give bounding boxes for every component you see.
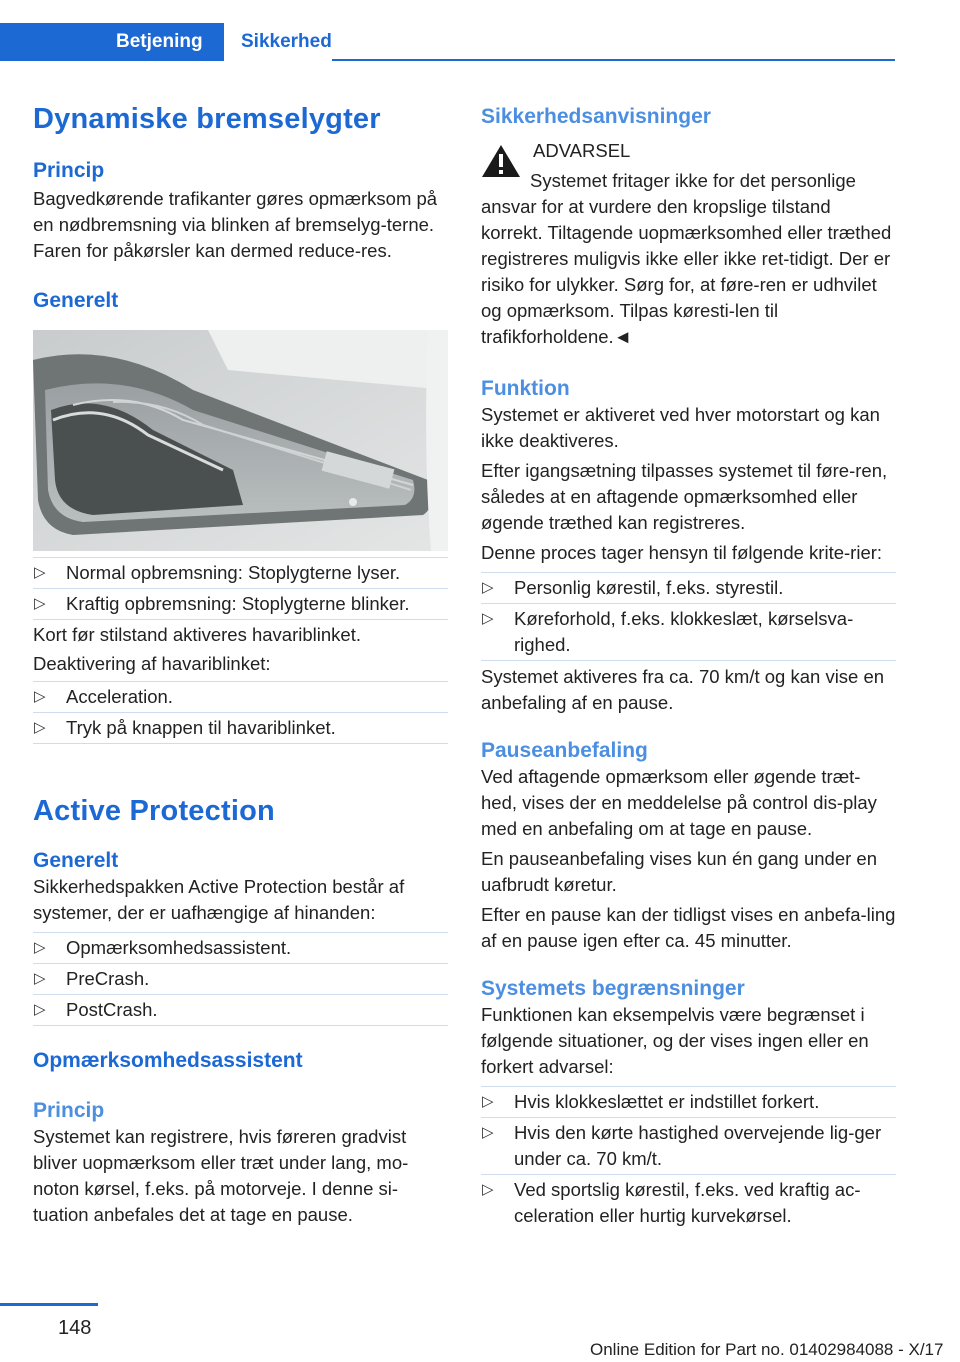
paragraph-deaktivering: Deaktivering af havariblinket: (33, 653, 271, 674)
braking-list (33, 557, 448, 620)
heading-opmaerksomhedsassistent: Opmærksomhedsassistent (33, 1049, 303, 1072)
heading-pauseanbefaling: Pauseanbefaling (481, 739, 648, 762)
heading-generelt: Generelt (33, 289, 119, 312)
heading-active-protection: Active Protection (33, 795, 275, 827)
warning-text (481, 168, 896, 350)
list-item: ▷ Hvis den kørte hastighed overvejende lig-ger under ca. 70 km/t. (481, 1117, 896, 1174)
heading-princip-2: Princip (33, 1099, 105, 1122)
list-item: ▷ Personlig kørestil, f.eks. styrestil. (481, 572, 896, 603)
list-item: ▷ PostCrash. (33, 994, 448, 1025)
paragraph-p3: Efter en pause kan der tidligst vises en anbefa-ling af en pause igen efter ca. 45 minutter. (481, 904, 896, 951)
list-item: ▷ Kraftig opbremsning: Stoplygterne blinker. (33, 588, 448, 619)
heading-funktion: Funktion (481, 377, 570, 400)
list-item: ▷ Normal opbremsning: Stoplygterne lyser. (33, 557, 448, 588)
paragraph-f3: Denne proces tager hensyn til følgende krite-rier: (481, 542, 883, 563)
systems-list (33, 932, 448, 1026)
paragraph-p1: Ved aftagende opmærksom eller øgende træt-hed, vises der en meddelelse på control dis-play med en anbefaling om at tage en pause. (481, 766, 877, 839)
tail-light-image (33, 330, 448, 551)
paragraph-sikkerhedspakken: Sikkerhedspakken Active Protection består af systemer, der er uafhængige af hinanden: (33, 876, 405, 923)
heading-dynamiske-bremselygter: Dynamiske bremselygter (33, 103, 381, 135)
heading-generelt-2: Generelt (33, 849, 119, 872)
list-item: ▷ PreCrash. (33, 963, 448, 994)
heading-systemets-begraensninger: Systemets begrænsninger (481, 977, 745, 1000)
list-item: ▷ Ved sportslig kørestil, f.eks. ved kraftig ac-celeration eller hurtig kurvekørsel. (481, 1174, 896, 1231)
paragraph-g1: Funktionen kan eksempelvis være begrænset i følgende situationer, og der vises ingen eller en forkert advarsel: (481, 1004, 869, 1077)
list-item: ▷ Opmærksomhedsassistent. (33, 932, 448, 963)
paragraph-p2: En pauseanbefaling vises kun én gang under en uafbrudt køretur. (481, 848, 877, 895)
heading-sikkerhedsanvisninger: Sikkerhedsanvisninger (481, 105, 711, 128)
warning-text-content: Systemet fritager ikke for det personlige ansvar for at vurdere den kropslige tilstand korrekt. Tiltagende uopmærksomhed eller træthed registreres muligvis ikke eller ikke ret-tidigt. Der er risiko for ulykker. Sørg for, at føre-ren er udhvilet og opmærksom. Tilpas køresti-len til trafikforholdene.◄ (481, 170, 892, 347)
chapter-tab-bar (0, 23, 895, 61)
paragraph-f2: Efter igangsætning tilpasses systemet til føre-ren, således at en aftagende opmærksomhed eller øgende træthed kan registreres. (481, 460, 888, 533)
heading-princip: Princip (33, 159, 105, 182)
tab-betjening[interactable]: Betjening (0, 23, 224, 61)
paragraph-kort: Kort før stilstand aktiveres havariblinket. (33, 624, 361, 645)
left-column (33, 92, 448, 1228)
paragraph-f4: Systemet aktiveres fra ca. 70 km/t og kan vise en anbefaling af en pause. (481, 666, 885, 713)
warning-block (481, 138, 896, 164)
list-item: ▷ Køreforhold, f.eks. klokkeslæt, kørselsva-righed. (481, 603, 896, 660)
paragraph-f1: Systemet er aktiveret ved hver motorstart og kan ikke deaktiveres. (481, 404, 880, 451)
limitations-list (481, 1086, 896, 1231)
deactivation-list (33, 681, 448, 744)
list-item: ▷ Acceleration. (33, 681, 448, 712)
page-number: 148 (58, 1317, 92, 1339)
paragraph-systemet: Systemet kan registrere, hvis føreren gradvist bliver uopmærksom eller træt under lang, mo-noton kørsel, f.eks. på motorveje. I denne si-tuation anbefales det at tage en pause. (33, 1126, 409, 1225)
footer-rule (0, 1303, 98, 1306)
criteria-list (481, 572, 896, 661)
tab-sikkerhed[interactable]: Sikkerhed (224, 23, 332, 61)
warning-triangle-icon (481, 144, 521, 178)
list-item: ▷ Hvis klokkeslættet er indstillet forkert. (481, 1086, 896, 1117)
paragraph-princip: Bagvedkørende trafikanter gøres opmærksom på en nødbremsning via blinken af bremselyg-terne. Faren for påkørsler kan dermed reduce-res. (33, 188, 438, 261)
warning-title: ADVARSEL (533, 140, 631, 161)
list-item: ▷ Tryk på knappen til havariblinket. (33, 712, 448, 743)
edition-text: Online Edition for Part no. 01402984088 - X/17 (590, 1340, 944, 1359)
right-column (481, 92, 896, 1233)
